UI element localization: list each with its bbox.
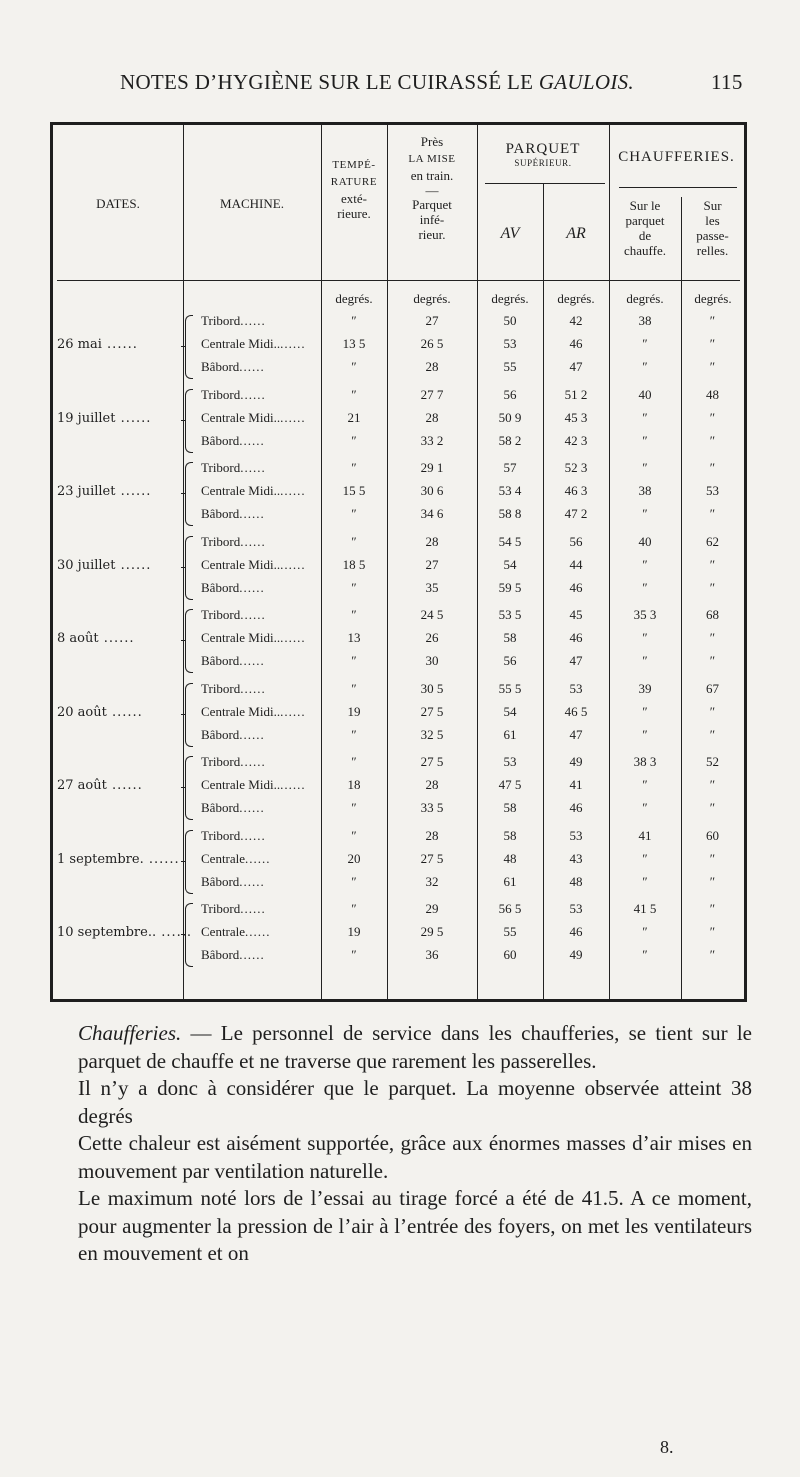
running-head [0,70,800,100]
parquet-av-cell: 50 9 [498,409,522,425]
dates-header: DATES. [96,196,140,211]
sur-parquet-cell: ″ [642,726,648,742]
pres-cell: 29 [425,901,439,916]
pres-cell: 34 6 [420,506,444,521]
parquet-ar-cell: 45 [569,607,583,622]
sur-parquet-cell: 38 3 [633,754,657,769]
parquet-av-cell: 53 4 [498,483,522,498]
pres-cell: 27 [425,313,439,328]
sur-parquet-cell: ″ [642,556,648,572]
mise-en-train-header [387,135,477,243]
page-title [120,70,634,95]
date-label: 8 août ...... [57,631,185,646]
ship-name: GAULOIS. [538,70,634,94]
parquet-av-cell: 55 [503,924,517,939]
temperature-cell: 13 [347,630,361,645]
ditto-mark: ″ [351,827,357,843]
sur-parquet-cell: 41 5 [633,901,657,916]
ditto-mark: ″ [351,901,357,916]
sur-parquet-cell: ″ [642,336,648,351]
pres-header-line: — [425,182,439,198]
temperature-cell: 13 5 [342,336,366,351]
page-number: 115 [711,70,743,94]
temperature-cell: 19 [347,703,361,719]
machine-cell: Bâbord ...... [201,800,265,816]
parquet-av-cell: 53 [503,336,517,351]
sp-header-line: chauffe. [624,242,666,258]
machine-cell: Tribord ...... [201,460,266,476]
machine-cell: Centrale Midi.. ...... [201,557,306,573]
date-group [53,385,744,460]
passerelles-cell: 60 [706,827,719,843]
parquet-ar-cell: 53 [569,827,583,843]
brace-mark [185,389,193,453]
sur-parquet-cell: ″ [642,359,648,374]
parquet-ar-cell: 51 2 [564,386,588,402]
parquet-ar-cell: 46 [569,800,583,815]
sur-parquet-cell: ″ [642,630,648,645]
temperature-header [321,159,387,222]
passerelles-cell: ″ [709,924,716,939]
ditto-mark: ″ [351,800,357,815]
machine-cell: Centrale Midi.. ...... [201,336,306,352]
pres-cell: 27 7 [420,386,444,402]
ditto-mark: ″ [351,726,357,742]
temperature-cell: 18 [347,777,361,792]
parquet-ar-cell: 43 [569,850,583,866]
passerelles-cell: ″ [709,703,716,719]
temperature-cell: 21 [347,409,361,425]
passerelles-cell: 62 [706,533,719,549]
pres-cell: 30 [425,653,439,668]
pres-cell: 36 [425,947,439,962]
sur-parquet-cell: ″ [642,432,648,448]
parquet-ar-cell: 45 3 [564,409,588,425]
machine-cell: Tribord ...... [201,534,266,550]
passerelles-cell: ″ [709,630,716,645]
date-group [53,826,744,901]
machine-cell: Bâbord ...... [201,874,265,890]
pres-cell: 30 5 [420,680,444,696]
brace-mark [185,462,193,526]
parquet-ar-cell: 46 5 [564,703,588,719]
brace-mark [185,756,193,820]
machine-cell: Centrale ...... [201,851,271,867]
date-group [53,605,744,680]
parquet-av-cell: 58 [503,800,517,815]
parquet-header [477,141,609,169]
parquet-ar-cell: 46 [569,336,583,351]
chaufferies-header: CHAUFFERIES. [618,149,735,165]
machine-cell: Centrale Midi.. ...... [201,777,306,793]
parquet-av-cell: 50 [503,313,517,328]
parquet-av-cell: 58 8 [498,506,522,521]
pres-cell: 28 [425,533,439,549]
pres-cell: 33 5 [420,800,444,815]
pres-cell: 27 5 [420,754,444,769]
machine-cell: Tribord ...... [201,313,266,329]
parquet-av-cell: 58 [503,827,517,843]
sur-parquet-cell: ″ [642,460,648,475]
parquet-av-cell: 61 [503,873,517,889]
machine-cell: Tribord ...... [201,828,266,844]
temperature-cell: 18 5 [342,556,366,572]
passerelles-cell: ″ [709,506,716,521]
parquet-av-cell: 54 [503,703,517,719]
unit-label: degrés. [491,291,529,306]
date-label: 20 août ...... [57,705,185,720]
temperature-cell: 19 [347,924,361,939]
ar-header: AR [566,225,586,242]
parquet-av-cell: 54 [503,556,517,572]
sp-header-line: Sur le [629,198,661,213]
machine-cell: Bâbord ...... [201,653,265,669]
unit-label: degrés. [413,291,451,306]
brace-mark [185,536,193,600]
parquet-ar-cell: 49 [569,754,583,769]
ditto-mark: ″ [351,579,357,595]
machine-cell: Tribord ...... [201,754,266,770]
date-label: 19 juillet ...... [57,411,185,426]
parquet-av-cell: 56 [503,653,517,668]
parquet-av-cell: 59 5 [498,579,522,595]
date-label: 23 juillet ...... [57,484,185,499]
unit-label: degrés. [557,291,595,306]
parquet-av-cell: 57 [503,460,517,475]
ditto-mark: ″ [351,653,357,668]
passerelles-cell: ″ [709,947,716,962]
sur-parquet-cell: 40 [638,386,652,402]
pres-cell: 28 [425,359,439,374]
parquet-av-cell: 56 [503,386,517,402]
parquet-av-cell: 47 5 [498,777,522,792]
parquet-ar-cell: 52 3 [564,460,588,475]
parquet-ar-cell: 49 [569,947,583,962]
parquet-ar-cell: 48 [569,873,583,889]
pres-header-line: Parquet [412,197,452,213]
parquet-av-cell: 55 [503,359,517,374]
passerelles-cell: ″ [709,800,716,815]
parquet-ar-cell: 47 [569,653,583,668]
machine-cell: Tribord ...... [201,607,266,623]
pres-header-line: Près [420,134,444,149]
parquet-ar-cell: 53 [569,680,583,696]
sur-parquet-cell: 35 3 [633,607,657,622]
ditto-mark: ″ [351,680,357,696]
pres-cell: 27 5 [420,850,444,866]
passerelles-cell: ″ [709,777,716,792]
date-group [53,311,744,386]
ditto-mark: ″ [351,754,357,769]
sur-parquet-cell: ″ [642,409,648,425]
ditto-mark: ″ [351,359,357,374]
parquet-ar-cell: 46 3 [564,483,588,498]
unit-label: degrés. [626,291,664,306]
sur-parquet-cell: ″ [642,947,648,962]
parquet-subtitle: SUPÉRIEUR. [514,158,572,169]
passerelles-header [681,199,744,259]
date-group [53,458,744,533]
passerelles-cell: ″ [709,873,716,889]
machine-header: MACHINE. [220,196,284,211]
machine-cell: Bâbord ...... [201,580,265,596]
parquet-av-cell: 60 [503,947,517,962]
sur-parquet-cell: ″ [642,777,648,792]
paragraph: Cette chaleur est aisément supportée, grâce aux énormes masses d’air mises en mouvement par ventilation naturelle. [78,1131,752,1183]
unit-label: degrés. [694,291,732,306]
pres-cell: 32 5 [420,726,444,742]
date-label: 10 septembre.. ...... [57,925,185,940]
sur-parquet-cell: ″ [642,653,648,668]
temp-header-line: rieure. [337,206,371,222]
machine-cell: Tribord ...... [201,901,266,917]
pres-header-line: en train. [410,167,454,183]
passerelles-cell: ″ [709,432,716,448]
sur-parquet-cell: ″ [642,924,648,939]
title-text: NOTES D’HYGIÈNE SUR LE CUIRASSÉ LE [120,70,539,94]
passerelles-cell: 68 [706,607,719,622]
date-group [53,899,744,974]
chauff-span-rule [619,187,737,188]
sur-parquet-cell: ″ [642,800,648,815]
passerelles-cell: ″ [709,460,716,475]
paragraph [78,1020,752,1075]
pres-cell: 24 5 [420,607,444,622]
sp-header-line: de [638,227,652,243]
date-group [53,532,744,607]
passerelles-cell: ″ [709,409,716,425]
machine-cell: Centrale Midi.. ...... [201,630,306,646]
passerelles-cell: 53 [706,483,719,498]
temperature-table [50,122,747,1002]
machine-cell: Centrale ...... [201,924,271,940]
ditto-mark: ″ [351,432,357,448]
pa-header-line: passe- [696,227,729,243]
machine-cell: Bâbord ...... [201,506,265,522]
pres-cell: 27 [425,556,439,572]
parquet-av-cell: 61 [503,726,517,742]
pres-header-line: LA MISE [408,152,456,165]
pres-header-line: rieur. [418,227,446,243]
pa-header-line: les [705,212,720,228]
sur-parquet-cell: 38 [638,483,652,498]
parquet-av-cell: 58 2 [498,432,522,448]
parquet-av-cell: 53 5 [498,607,522,622]
parquet-ar-cell: 46 [569,579,583,595]
passerelles-cell: ″ [709,359,716,374]
parquet-ar-cell: 46 [569,924,583,939]
date-group [53,752,744,827]
machine-cell: Tribord ...... [201,681,266,697]
sur-parquet-cell: 41 [638,827,652,843]
pres-cell: 33 2 [420,432,444,448]
pres-cell: 28 [425,409,439,425]
parquet-av-cell: 53 [503,754,517,769]
av-header: AV [500,225,520,242]
passerelles-cell: ″ [709,726,716,742]
temp-header-line: TEMPÉ- [332,159,376,171]
header-rule [57,280,740,281]
temp-header-line: RATURE [330,175,378,188]
ditto-mark: ″ [351,873,357,889]
machine-cell: Bâbord ...... [201,359,265,375]
machine-cell: Tribord ...... [201,387,266,403]
brace-mark [185,315,193,379]
date-label: 26 mai ...... [57,337,185,352]
sur-parquet-cell: 38 [638,313,652,328]
brace-mark [185,830,193,894]
machine-cell: Bâbord ...... [201,727,265,743]
parquet-ar-cell: 46 [569,630,583,645]
temperature-cell: 15 5 [342,483,366,498]
parquet-ar-cell: 44 [569,556,583,572]
paragraph: Il n’y a donc à considérer que le parquet. La moyenne observée atteint 38 degrés [78,1076,752,1128]
date-group [53,679,744,754]
brace-mark [185,609,193,673]
machine-cell: Bâbord ...... [201,433,265,449]
ditto-mark: ″ [351,533,357,549]
passerelles-cell: ″ [709,901,716,916]
parquet-ar-cell: 47 [569,359,583,374]
sur-parquet-cell: ″ [642,703,648,719]
paragraph: Le maximum noté lors de l’essai au tirage forcé a été de 41.5. A ce moment, pour augmenter la pression de l’air à l’entrée des foyers, on met les ventilateurs en mouvement et on [78,1186,752,1265]
sur-parquet-cell: 40 [638,533,652,549]
sur-parquet-cell: ″ [642,873,648,889]
machine-cell: Bâbord ...... [201,947,265,963]
parquet-av-cell: 48 [503,850,517,866]
pa-header-line: Sur [703,198,722,213]
parquet-title: PARQUET [505,141,581,157]
parquet-av-cell: 58 [503,630,517,645]
temperature-cell: 20 [347,850,361,866]
pa-header-line: relles. [696,242,729,258]
pres-cell: 35 [425,579,439,595]
parquet-ar-cell: 42 3 [564,432,588,448]
machine-cell: Centrale Midi.. ...... [201,704,306,720]
sur-parquet-cell: ″ [642,850,648,866]
ditto-mark: ″ [351,386,357,402]
pres-cell: 26 [425,630,439,645]
pres-cell: 28 [425,827,439,843]
date-label: 27 août ...... [57,778,185,793]
passerelles-cell: ″ [709,850,716,866]
passerelles-cell: ″ [709,556,716,572]
pres-cell: 28 [425,777,439,792]
sp-header-line: parquet [625,212,665,228]
passerelles-cell: 52 [706,754,719,769]
pres-cell: 26 5 [420,336,444,351]
temp-header-line: exté- [341,191,367,207]
parquet-ar-cell: 47 2 [564,506,588,521]
parquet-span-rule [485,183,605,184]
parquet-ar-cell: 56 [569,533,583,549]
brace-mark [185,683,193,747]
pres-cell: 29 1 [420,460,444,475]
ditto-mark: ″ [351,947,357,962]
section-lead: Chaufferies. [78,1021,182,1045]
pres-cell: 29 5 [420,924,444,939]
parquet-av-cell: 54 5 [498,533,522,549]
paragraph-text: — Le personnel de service dans les chaufferies, se tient sur le parquet de chauffe et ne traverse que rarement les passerelles. [78,1021,752,1073]
ditto-mark: ″ [351,506,357,521]
body-text [78,1020,752,1268]
parquet-av-cell: 55 5 [498,680,522,696]
sur-parquet-cell: ″ [642,579,648,595]
date-label: 30 juillet ...... [57,558,185,573]
pres-cell: 27 5 [420,703,444,719]
pres-header-line: infé- [419,212,445,228]
passerelles-cell: 67 [706,680,719,696]
date-label: 1 septembre. ...... [57,852,185,867]
ditto-mark: ″ [351,607,357,622]
passerelles-cell: 48 [706,386,719,402]
signature-mark: 8. [660,1437,674,1457]
brace-mark [185,903,193,967]
parquet-ar-cell: 53 [569,901,583,916]
passerelles-cell: ″ [709,653,716,668]
sur-parquet-cell: 39 [638,680,652,696]
ditto-mark: ″ [351,460,357,475]
sur-parquet-header [609,199,681,259]
ditto-mark: ″ [351,313,357,328]
passerelles-cell: ″ [709,579,716,595]
passerelles-cell: ″ [709,336,716,351]
sur-parquet-cell: ″ [642,506,648,521]
unit-label: degrés. [335,291,373,306]
pres-cell: 30 6 [420,483,444,498]
pres-cell: 32 [425,873,439,889]
parquet-ar-cell: 41 [569,777,583,792]
parquet-ar-cell: 47 [569,726,583,742]
machine-cell: Centrale Midi.. ...... [201,410,306,426]
parquet-av-cell: 56 5 [498,901,522,916]
passerelles-cell: ″ [709,313,716,328]
machine-cell: Centrale Midi.. ...... [201,483,306,499]
parquet-ar-cell: 42 [569,313,583,328]
